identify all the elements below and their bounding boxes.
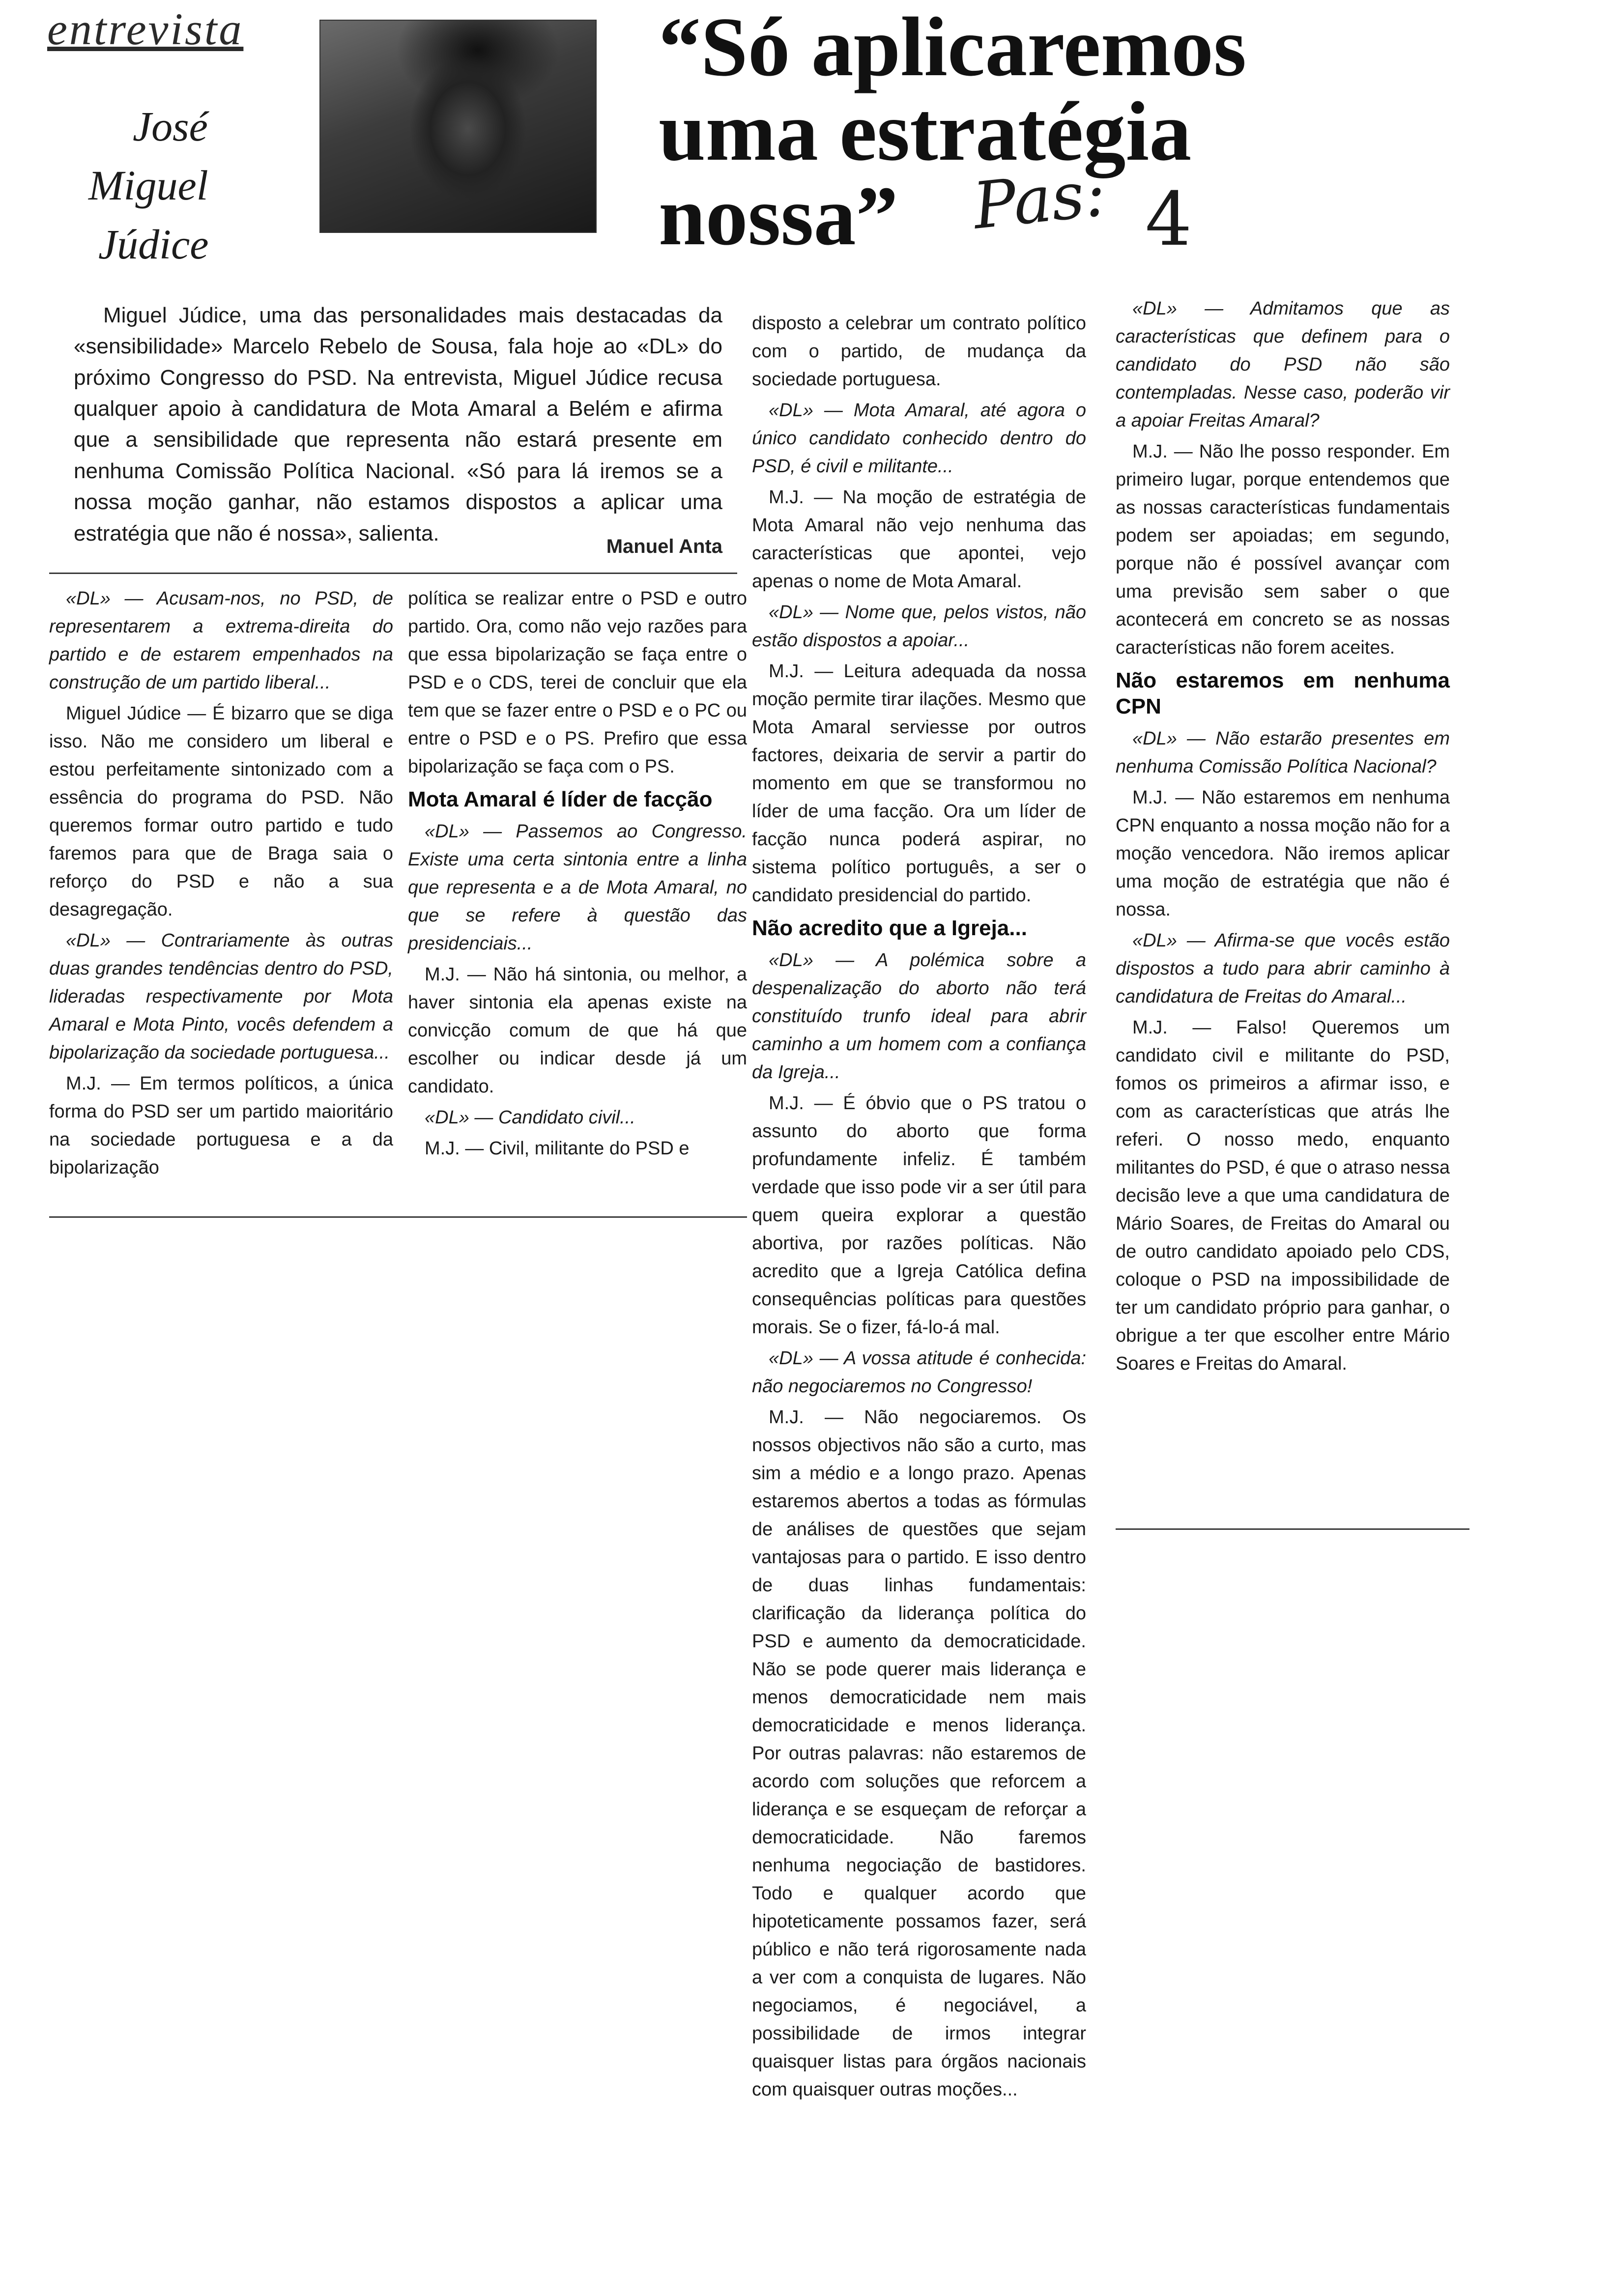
column-1 <box>49 585 393 1185</box>
handwritten-number: 4 <box>1145 177 1192 262</box>
lower-divider <box>49 1216 747 1218</box>
answer: M.J. — Falso! Queremos um candidato civil e militante do PSD, fomos os primeiros a afirmar isso, e com as características que atrás lhe referi. O nosso medo, enquanto militantes do PSD, é que o atraso nessa decisão leve a que uma candidatura de Mário Soares, de Freitas do Amaral ou de outro candidato apoiado pelo CDS, coloque o PSD na impossibilidade de ter um candidato próprio para ganhar, o obrigue a ter que escolher entre Mário Soares e Freitas do Amaral. <box>1116 1017 1450 1374</box>
answer: M.J. — Não negociaremos. Os nossos objectivos não são a curto, mas sim a médio e a longo prazo. Apenas estaremos abertos a todas as fórmulas de análises de questões que sejam vantajosas para o partido. E isso dentro de duas linhas fundamentais: clarificação da liderança política do PSD e aumento da democraticidade. Não se pode querer mais liderança e menos democraticidade nem mais democraticidade e menos liderança. Por outras palavras: não estaremos de acordo com soluções que reforcem a liderança e se esqueçam de reforçar a democraticidade. Não faremos nenhuma negociação de bastidores. Todo e qualquer acordo que hipoteticamente possamos fazer, será público e não terá rigorosamente nada a ver com a conquista de lugares. Não negociamos, é negociável, a possibilidade de irmos integrar quaisquer listas para órgãos nacionais com quaisquer outras moções... <box>752 1406 1086 2100</box>
question: «DL» — Afirma-se que vocês estão dispostos a tudo para abrir caminho à candidatura de Freitas do Amaral... <box>1116 930 1450 1007</box>
question: «DL» — Mota Amaral, até agora o único candidato conhecido dentro do PSD, é civil e militante... <box>752 400 1086 477</box>
answer: M.J. — Não estaremos em nenhuma CPN enquanto a nossa moção não for a moção vencedora. Não iremos aplicar uma moção de estratégia que não é nossa. <box>1116 787 1450 920</box>
answer-continued: disposto a celebrar um contrato político com o partido, de mudança da sociedade portuguesa. <box>752 313 1086 390</box>
column-4-end-rule <box>1116 1528 1469 1530</box>
column-4 <box>1116 295 1450 1381</box>
subheading: Não estaremos em nenhuma CPN <box>1116 668 1450 718</box>
answer: Miguel Júdice — É bizarro que se diga isso. Não me considero um liberal e estou perfeitamente sintonizado com a essência do programa do PSD. Não queremos formar outro partido e tudo faremos para que de Braga saia o reforço do PSD e não a sua desagregação. <box>49 703 393 920</box>
subheading: Mota Amaral é líder de facção <box>408 787 713 811</box>
byline: Manuel Anta <box>606 536 722 557</box>
question: «DL» — A vossa atitude é conhecida: não negociaremos no Congresso! <box>752 1348 1086 1397</box>
interviewee-photo <box>319 20 597 233</box>
question: «DL» — Nome que, pelos vistos, não estão dispostos a apoiar... <box>752 602 1086 651</box>
answer: M.J. — É óbvio que o PS tratou o assunto do aborto que forma profundamente infeliz. É também verdade que isso pode vir a ser útil para quem queira explorar a questão abortiva, por razões políticas. Não acredito que a Igreja Católica defina consequências políticas para questões morais. Se o fizer, fá-lo-á mal. <box>752 1092 1086 1338</box>
answer: M.J. — Civil, militante do PSD e <box>425 1138 690 1159</box>
interviewee-middle-name: Miguel <box>88 162 208 209</box>
interviewee-first-name: José <box>133 103 208 150</box>
answer-continued: política se realizar entre o PSD e outro partido. Ora, como não vejo razões para que essa bipolarização se faça entre o PSD e o CDS, terei de concluir que ela tem que se fazer entre o PSD e o PC ou entre o PSD e o PS. Prefiro que essa bipolarização se faça com o PS. <box>408 588 747 777</box>
question: «DL» — Acusam-nos, no PSD, de representarem a extrema-direita do partido e de estarem empenhados na construção de um partido liberal... <box>49 588 393 693</box>
question: «DL» — Não estarão presentes em nenhuma Comissão Política Nacional? <box>1116 728 1450 777</box>
section-label: entrevista <box>47 4 244 54</box>
intro-paragraph: Miguel Júdice, uma das personalidades mais destacadas da «sensibilidade» Marcelo Rebelo de Sousa, fala hoje ao «DL» do próximo Congresso do PSD. Na entrevista, Miguel Júdice recusa qualquer apoio à candidatura de Mota Amaral a Belém e afirma que a sensibilidade que representa não estará presente em nenhuma Comissão Política Nacional. «Só para lá iremos se a nossa moção ganhar, não estamos dispostos a aplicar uma estratégia que não é nossa», salienta. <box>74 303 722 545</box>
question: «DL» — A polémica sobre a despenalização do aborto não terá constituído trunfo ideal para abrir caminho a um homem com a confiança da Igreja... <box>752 949 1086 1083</box>
answer: M.J. — Não lhe posso responder. Em primeiro lugar, porque entendemos que as nossas características fundamentais podem ser apoiadas; em segundo, porque não é possível avançar com uma previsão sem saber o que acontecerá em concreto se as nossas características não forem aceites. <box>1116 441 1450 658</box>
subheading: Não acredito que a Igreja... <box>752 916 1027 940</box>
question: «DL» — Passemos ao Congresso. Existe uma certa sintonia entre a linha que representa e a de Mota Amaral, no que se refere à questão das presidenciais... <box>408 821 747 954</box>
handwritten-note: Pas: <box>969 155 1109 244</box>
answer: M.J. — Não há sintonia, ou melhor, a haver sintonia ela apenas existe na convicção comum de que há que escolher ou indicar desde já um candidato. <box>408 964 747 1097</box>
intro-divider <box>49 573 737 574</box>
column-2 <box>408 585 747 1166</box>
column-3 <box>752 310 1086 2107</box>
interviewee-last-name: Júdice <box>98 221 209 268</box>
headline: “Só aplicaremos uma estratégia nossa” <box>659 0 1247 263</box>
answer: M.J. — Em termos políticos, a única forma do PSD ser um partido maioritário na sociedade portuguesa e a da bipolarização <box>49 1073 393 1178</box>
question: «DL» — Admitamos que as características que definem para o candidato do PSD não são contempladas. Nesse caso, poderão vir a apoiar Freitas Amaral? <box>1116 298 1450 431</box>
question: «DL» — Contrariamente às outras duas grandes tendências dentro do PSD, lideradas respectivamente por Mota Amaral e Mota Pinto, vocês defendem a bipolarização da sociedade portuguesa... <box>49 930 393 1063</box>
question: «DL» — Candidato civil... <box>425 1107 635 1128</box>
answer: M.J. — Na moção de estratégia de Mota Amaral não vejo nenhuma das características que apontei, vejo apenas o nome de Mota Amaral. <box>752 487 1086 592</box>
answer: M.J. — Leitura adequada da nossa moção permite tirar ilações. Mesmo que Mota Amaral serviesse por outros factores, deixaria de servir a partir do momento em que se transformou no líder de uma facção. Ora um líder de facção nunca poderá aspirar, no sistema político português, a ser o candidato presidencial do partido. <box>752 661 1086 906</box>
